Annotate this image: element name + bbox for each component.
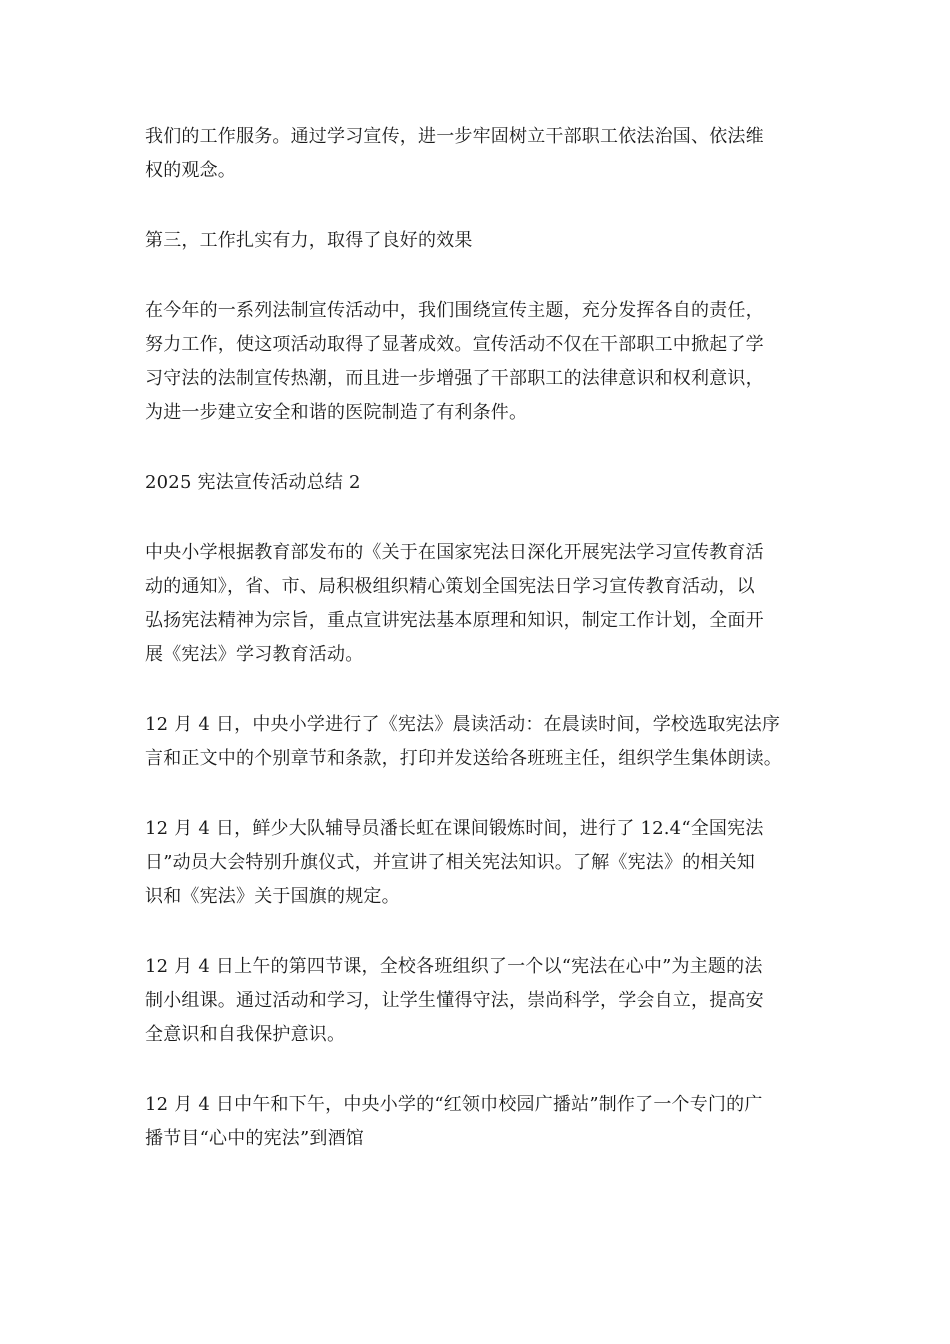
text-line: 识和《宪法》关于国旗的规定。 (145, 886, 400, 907)
text-line: 动的通知》，省、市、局积极组织精心策划全国宪法日学习宣传教育活动，以 (145, 576, 755, 597)
text-line: 言和正文中的个别章节和条款，打印并发送给各班班主任，组织学生集体朗读。 (145, 748, 782, 769)
text-line: 我们的工作服务。通过学习宣传，进一步牢固树立干部职工依法治国、依法维 (145, 126, 764, 147)
text-line: 习守法的法制宣传热潮，而且进一步增强了干部职工的法律意识和权利意识， (145, 368, 764, 389)
paragraph (145, 708, 815, 776)
text-line: 播节目“心中的宪法”到酒馆 (145, 1128, 365, 1149)
section-heading (145, 224, 815, 258)
paragraph (145, 536, 815, 672)
text-line: 在今年的一系列法制宣传活动中，我们围绕宣传主题，充分发挥各自的责任， (145, 300, 764, 321)
text-line: 为进一步建立安全和谐的医院制造了有利条件。 (145, 402, 528, 423)
paragraph (145, 120, 815, 188)
text-line: 12 月 4 日，中央小学进行了《宪法》晨读活动：在晨读时间，学校选取宪法序 (145, 714, 781, 735)
text-line: 12 月 4 日中午和下午，中央小学的“红领巾校园广播站”制作了一个专门的广 (145, 1094, 763, 1115)
paragraph (145, 294, 815, 430)
text-line: 努力工作，使这项活动取得了显著成效。宣传活动不仅在干部职工中掀起了学 (145, 334, 764, 355)
text-line: 弘扬宪法精神为宗旨，重点宣讲宪法基本原理和知识，制定工作计划，全面开 (145, 610, 764, 631)
document-title (145, 466, 815, 500)
document-body (145, 120, 815, 1192)
text-line: 全意识和自我保护意识。 (145, 1024, 346, 1045)
paragraph (145, 1088, 815, 1156)
text-line: 12 月 4 日，鲜少大队辅导员潘长虹在课间锻炼时间，进行了 12.4“全国宪法 (145, 818, 764, 839)
text-line: 日”动员大会特别升旗仪式，并宣讲了相关宪法知识。了解《宪法》的相关知 (145, 852, 755, 873)
text-line: 制小组课。通过活动和学习，让学生懂得守法，崇尚科学，学会自立，提高安 (145, 990, 764, 1011)
text-line: 展《宪法》学习教育活动。 (145, 644, 364, 665)
text-line: 权的观念。 (145, 160, 236, 181)
paragraph (145, 950, 815, 1052)
text-line: 12 月 4 日上午的第四节课，全校各班组织了一个以“宪法在心中”为主题的法 (145, 956, 763, 977)
paragraph (145, 812, 815, 914)
text-line: 中央小学根据教育部发布的《关于在国家宪法日深化开展宪法学习宣传教育活 (145, 542, 764, 563)
text-line: 第三，工作扎实有力，取得了良好的效果 (145, 230, 473, 251)
text-line: 2025 宪法宣传活动总结 2 (145, 472, 361, 493)
